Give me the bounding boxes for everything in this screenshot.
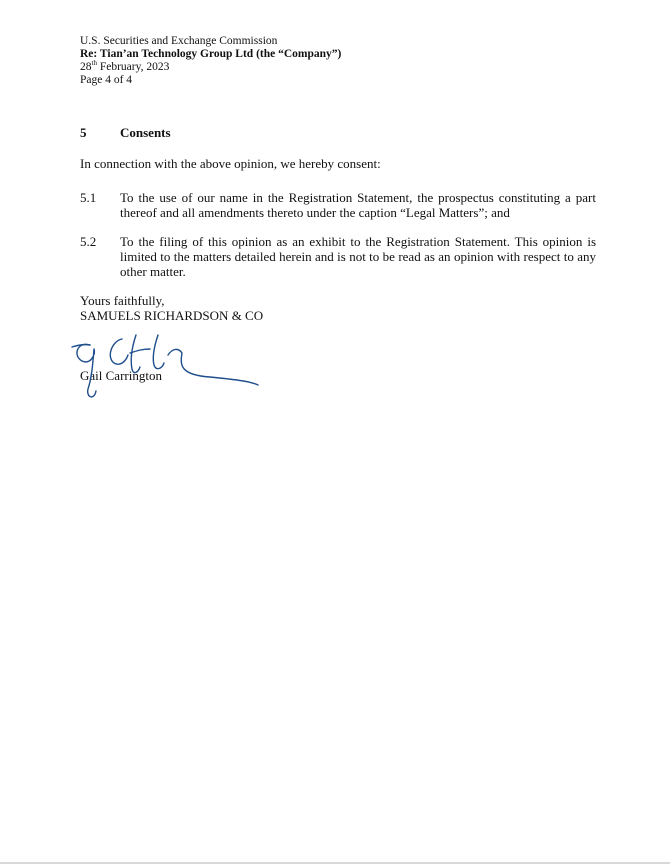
salutation: Yours faithfully, (80, 293, 165, 308)
clause-text: To the filing of this opinion as an exhibit to the Registration Statement. This opinion is limited to the matters detailed herein and is not to be read as an opinion with respect to any other matter. (120, 234, 596, 279)
handwritten-signature (60, 325, 270, 405)
clause-text: To the use of our name in the Registration Statement, the prospectus constituting a part thereof and all amendments thereto under the caption “Legal Matters”; and (120, 190, 596, 220)
clause-item (80, 190, 596, 220)
date-day: 28 (80, 61, 92, 73)
date-rest: February, 2023 (96, 61, 170, 73)
re-line: Re: Tian’an Technology Group Ltd (the “Company”) (80, 48, 342, 60)
page-bottom-edge (0, 862, 670, 864)
closing-block (80, 294, 263, 323)
firm-name: SAMUELS RICHARDSON & CO (80, 307, 264, 323)
section-title: Consents (120, 125, 171, 140)
date-line (80, 61, 341, 74)
section-number: 5 (80, 125, 87, 140)
letter-header (80, 35, 341, 87)
section-heading (80, 125, 171, 140)
clause-number: 5.2 (80, 234, 97, 249)
signatory-name: Gail Carrington (80, 368, 162, 383)
page-number: Page 4 of 4 (80, 74, 133, 86)
recipient-line: U.S. Securities and Exchange Commission (80, 35, 278, 47)
clause-number: 5.1 (80, 190, 97, 205)
date-suffix: th (91, 59, 97, 68)
intro-paragraph: In connection with the above opinion, we hereby consent: (80, 156, 381, 171)
clause-item (80, 234, 596, 279)
